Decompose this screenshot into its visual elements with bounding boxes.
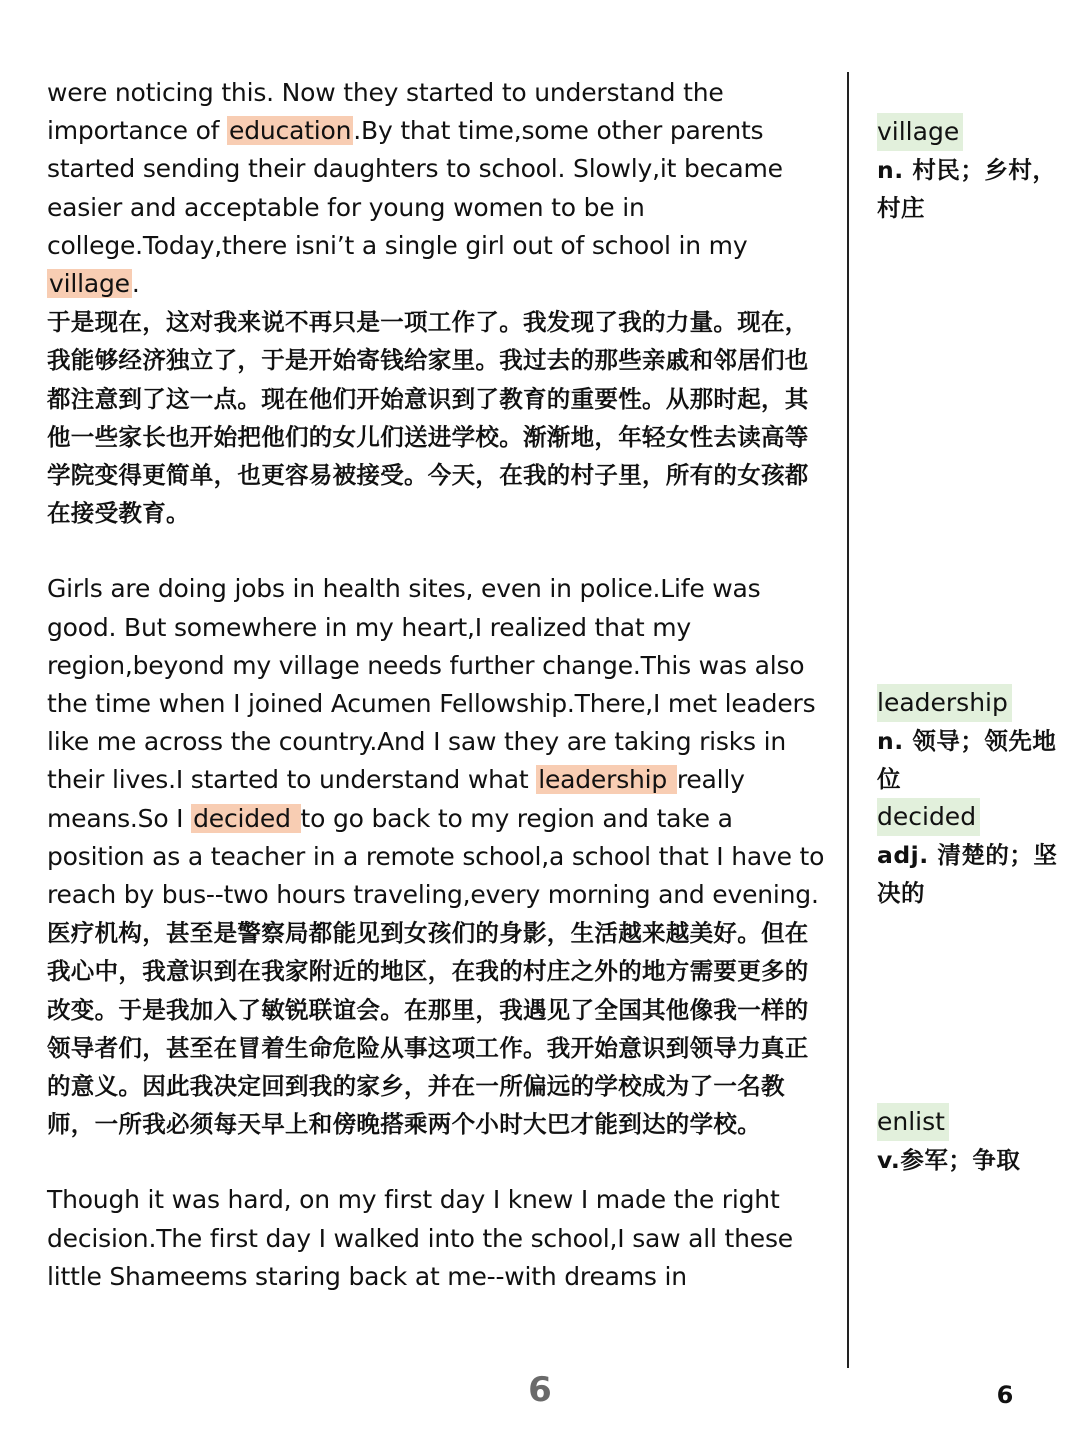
vocab-definition: n. 村民；乡村，村庄 bbox=[877, 156, 1057, 223]
text-segment: really means.So I bbox=[47, 765, 745, 833]
vocab-word: enlist bbox=[877, 1103, 949, 1141]
vocab-entry-enlist bbox=[877, 1103, 1067, 1179]
text-segment: were noticing this. Now they started to understand the importance of bbox=[47, 78, 724, 146]
column-divider bbox=[847, 72, 849, 1368]
page-number-corner: 6 bbox=[996, 1381, 1014, 1409]
text-segment: .By that time,some other parents started sending their daughters to school. Slowly,it became easier and acceptable for young women to be in college.Today,there isni’t a single girl out of school in my bbox=[47, 116, 783, 260]
text-segment: . bbox=[131, 269, 140, 299]
highlighted-word-village: village bbox=[49, 269, 130, 299]
text-segment: to go back to my region and take a position as a teacher in a remote school,a school that I have to reach by bus--two hours traveling,every morning and evening. bbox=[47, 803, 825, 910]
english-paragraph-1 bbox=[47, 74, 827, 303]
vocab-definition: v.参军；争取 bbox=[877, 1146, 1021, 1175]
vocab-definition: adj. 清楚的；坚决的 bbox=[877, 841, 1058, 908]
vocab-entry-leadership bbox=[877, 684, 1067, 799]
paragraph-gap bbox=[47, 532, 827, 570]
highlighted-word-decided: decided bbox=[193, 803, 299, 833]
vocab-word: decided bbox=[877, 798, 980, 836]
text-segment: Girls are doing jobs in health sites, even in police.Life was good. But somewhere in my heart,I realized that my region,beyond my village needs further change.This was also the time when I joined Acumen Fellowship.There,I met leaders like me across the country.And I saw they are taking risks in their lives.I started to understand what bbox=[47, 574, 816, 795]
main-text-column bbox=[47, 74, 827, 1296]
chinese-paragraph-1: 于是现在，这对我来说不再只是一项工作了。我发现了我的力量。现在，我能够经济独立了，于是开始寄钱给家里。我过去的那些亲戚和邻居们也都注意到了这一点。现在他们开始意识到了教育的重要性。从那时起，其他一些家长也开始把他们的女儿们送进学校。渐渐地，年轻女性去读高等学院变得更简单，也更容易被接受。今天，在我的村子里，所有的女孩都在接受教育。 bbox=[47, 308, 809, 528]
highlighted-word-leadership: leadership bbox=[538, 765, 675, 795]
highlighted-word-education: education bbox=[229, 116, 352, 146]
vocab-word: village bbox=[877, 113, 963, 151]
vocab-definition: n. 领导；领先地位 bbox=[877, 727, 1057, 794]
english-paragraph-2 bbox=[47, 570, 827, 914]
english-paragraph-3: Though it was hard, on my first day I knew I made the right decision.The first day I walked into the school,I saw all these little Shameems staring back at me--with dreams in bbox=[47, 1185, 793, 1291]
vocab-entry-village bbox=[877, 113, 1067, 228]
page-number: 6 bbox=[528, 1370, 552, 1410]
vocab-entry-decided bbox=[877, 798, 1067, 913]
vocab-word: leadership bbox=[877, 684, 1012, 722]
chinese-paragraph-2: 医疗机构，甚至是警察局都能见到女孩们的身影，生活越来越美好。但在我心中，我意识到在我家附近的地区，在我的村庄之外的地方需要更多的改变。于是我加入了敏锐联谊会。在那里，我遇见了全国其他像我一样的领导者们，甚至在冒着生命危险从事这项工作。我开始意识到领导力真正的意义。因此我决定回到我的家乡，并在一所偏远的学校成为了一名教师，一所我必须每天早上和傍晚搭乘两个小时大巴才能到达的学校。 bbox=[47, 919, 809, 1139]
paragraph-gap bbox=[47, 1143, 827, 1181]
